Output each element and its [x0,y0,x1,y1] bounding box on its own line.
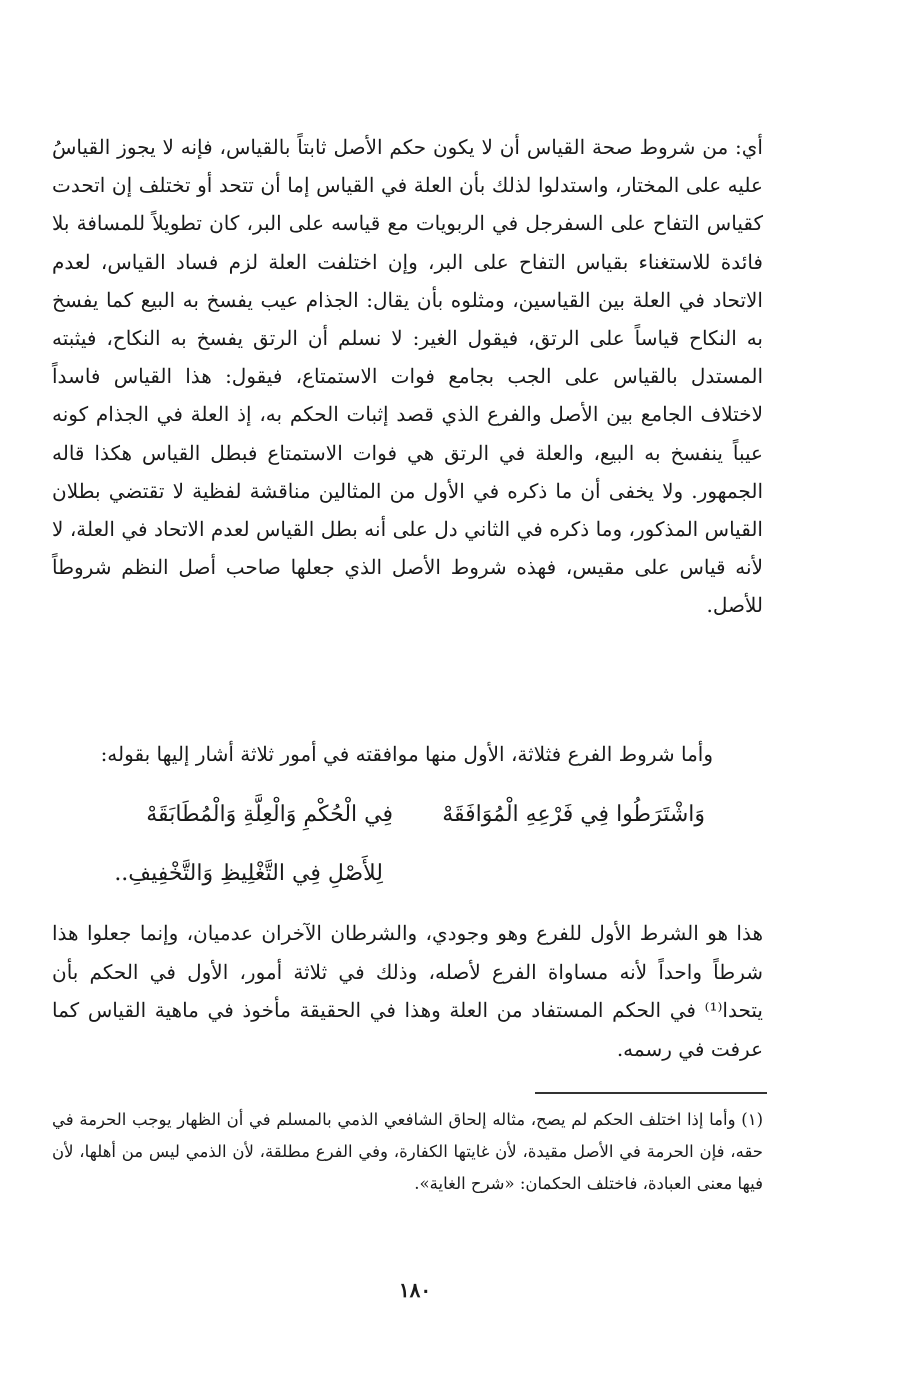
footnote-divider [535,1092,767,1094]
verse-line-1-part-b: فِي الْحُكْمِ وَالْعِلَّةِ وَالْمُطَابَقَهْ [146,802,393,827]
verse-intro: وأما شروط الفرع فثلاثة، الأول منها موافقته في أمور ثلاثة أشار إليها بقوله: [100,742,713,766]
verse-line-2: لِلأَصْلِ فِي التَّغْلِيظِ وَالتَّخْفِيفِ.. [114,861,383,886]
main-paragraph: أي: من شروط صحة القياس أن لا يكون حكم الأصل ثابتاً بالقياس، فإنه لا يجوز القياسُ عليه على المختار، واستدلوا لذلك بأن العلة في القياس إما أن تتحد أو تختلف إن اتحدت كقياس التفاح على السفرجل في الربويات مع قياسه على البر، كان تطويلاً للمسافة بلا فائدة للاستغناء بقياس التفاح على البر، وإن اختلفت العلة لزم فساد القياس، لعدم الاتحاد في العلة بين القياسين، ومثلوه بأن يقال: الجذام عيب يفسخ به البيع كما يفسخ به النكاح قياساً على الرتق، فيقول الغير: لا نسلم أن الرتق يفسخ به النكاح، فيثبته المستدل بالقياس على الجب بجامع فوات الاستمتاع، فيقول: هذا القياس فاسداً لاختلاف الجامع بين الأصل والفرع الذي قصد إثبات الحكم به، إذ العلة في الجذام كونه عيباً ينفسخ به البيع، والعلة في الرتق هي فوات الاستمتاع فبطل القياس هكذا قاله الجمهور. ولا يخفى أن ما ذكره في الأول من المثالين مناقشة لفظية لا تقتضي بطلان القياس المذكور، وما ذكره في الثاني دل على أنه بطل القياس لعدم الاتحاد في العلة، لا لأنه قياس على مقيس، فهذه شروط الأصل الذي جعلها صاحب أصل النظم شروطاً للأصل. [52,135,763,618]
page-number: ١٨٠ [398,1278,432,1302]
second-paragraph: هذا هو الشرط الأول للفرع وهو وجودي، والشرطان الآخران عدميان، وإنما جعلوا هذا شرطاً واحداً لأنه مساواة الفرع لأصله، وذلك في ثلاثة أمور، الأول في الحكم بأن يتحدا⁽¹⁾ في الحكم المستفاد من العلة وهذا في الحقيقة مأخوذ في ماهية القياس كما عرفت في رسمه. [52,921,763,1061]
footnote: (١) وأما إذا اختلف الحكم لم يصح، مثاله إلحاق الشافعي الذمي بالمسلم في أن الظهار يوجب الحرمة في حقه، فإن الحرمة في الأصل مقيدة، لأن غايتها الكفارة، وفي الفرع مطلقة، لأن الذمي ليس من أهلها، لأن فيها معنى العبادة، فاختلف الحكمان: «شرح الغاية». [52,1110,763,1193]
verse-line-1-part-a: وَاشْتَرَطُوا فِي فَرْعِهِ الْمُوَافَقَهْ [442,802,705,827]
